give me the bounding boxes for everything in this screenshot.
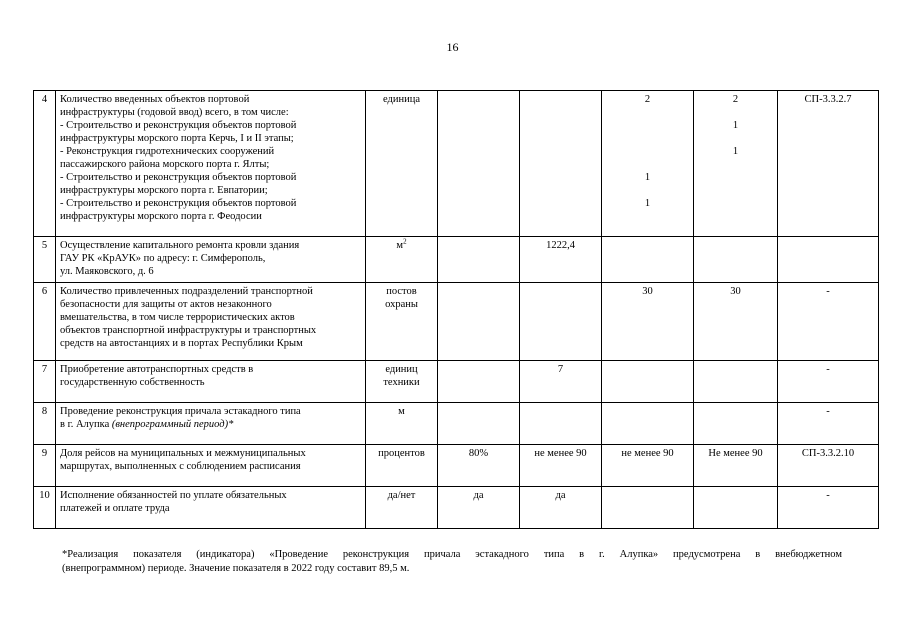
indicator-text: ул. Маяковского, д. 6	[60, 266, 154, 277]
indicator-text: маршрутах, выполненных с соблюдением расписания	[60, 461, 301, 472]
indicator-text: - Строительство и реконструкция объектов портовой	[60, 120, 297, 131]
value-line: не менее 90	[534, 448, 587, 459]
unit-line	[370, 298, 433, 311]
value-line: Не менее 90	[708, 448, 763, 459]
source-cell	[778, 237, 879, 283]
value-line	[698, 106, 773, 119]
indicator-line	[60, 285, 361, 298]
value-line: 2	[732, 94, 739, 105]
unit-text: м	[396, 240, 404, 251]
indicator-line	[60, 363, 361, 376]
indicator-line	[60, 298, 361, 311]
value-cell-v4	[694, 403, 778, 445]
indicator-text: Количество привлеченных подразделений транспортной	[60, 286, 313, 297]
value-cell-v2	[520, 237, 602, 283]
value-cell-v1	[438, 403, 520, 445]
indicator-line	[60, 311, 361, 324]
indicator-text: Доля рейсов на муниципальных и межмуниципальных	[60, 448, 306, 459]
indicator-text: инфраструктуры морского порта г. Феодосии	[60, 211, 262, 222]
indicator-line	[60, 106, 361, 119]
value-cell-v1	[438, 91, 520, 237]
value-cell-v3	[602, 487, 694, 529]
value-line: 1	[644, 172, 651, 183]
indicator-cell	[56, 487, 366, 529]
indicator-text: - Строительство и реконструкция объектов портовой	[60, 172, 297, 183]
table-row	[34, 445, 879, 487]
value-cell-v2	[520, 445, 602, 487]
indicator-text: государственную собственность	[60, 377, 205, 388]
indicator-line	[60, 119, 361, 132]
table-row	[34, 487, 879, 529]
row-number: 7	[34, 361, 56, 403]
indicator-line	[60, 405, 361, 418]
indicator-cell	[56, 283, 366, 361]
unit-text: единица	[382, 94, 420, 105]
value-cell-v1	[438, 283, 520, 361]
indicator-text: вмешательства, в том числе террористических актов	[60, 312, 295, 323]
footnote-line-2: (внепрограммном) периоде. Значение показателя в 2022 году составит 89,5 м.	[62, 563, 410, 574]
value-line: 30	[642, 286, 653, 297]
indicator-line	[60, 132, 361, 145]
source-cell	[778, 487, 879, 529]
unit-text: да/нет	[387, 490, 416, 501]
footnote	[62, 548, 842, 576]
indicator-text: средств на автостанциях и в портах Республики Крым	[60, 338, 303, 349]
unit-text: постов	[386, 286, 417, 297]
source-line: СП-3.3.2.10	[801, 448, 855, 459]
indicator-line	[60, 418, 361, 431]
unit-cell	[366, 361, 438, 403]
value-cell-v2	[520, 487, 602, 529]
indicator-cell	[56, 361, 366, 403]
row-number: 8	[34, 403, 56, 445]
value-line: 1222,4	[546, 240, 575, 251]
unit-cell	[366, 237, 438, 283]
table-body	[34, 91, 879, 529]
value-cell-v2	[520, 91, 602, 237]
indicator-text: Осуществление капитального ремонта кровли здания	[60, 240, 300, 251]
unit-cell	[366, 91, 438, 237]
value-cell-v4	[694, 283, 778, 361]
indicator-line	[60, 184, 361, 197]
value-cell-v4	[694, 91, 778, 237]
unit-line	[370, 447, 433, 460]
indicator-text: объектов транспортной инфраструктуры и транспортных	[60, 325, 317, 336]
value-line	[606, 145, 689, 158]
source-line: -	[826, 364, 830, 375]
source-cell	[778, 91, 879, 237]
indicator-line	[60, 252, 361, 265]
value-line	[606, 106, 689, 119]
unit-line	[370, 376, 433, 389]
row-number: 5	[34, 237, 56, 283]
indicators-table	[33, 90, 879, 529]
unit-text: единиц	[385, 364, 418, 375]
row-number: 4	[34, 91, 56, 237]
value-cell-v1	[438, 237, 520, 283]
source-cell	[778, 361, 879, 403]
value-line	[606, 132, 689, 145]
unit-text: м	[398, 406, 405, 417]
value-line: да	[473, 490, 484, 501]
indicator-line	[60, 376, 361, 389]
source-cell	[778, 283, 879, 361]
unit-line	[370, 363, 433, 376]
table-row	[34, 283, 879, 361]
row-number: 9	[34, 445, 56, 487]
value-cell-v2	[520, 283, 602, 361]
indicator-cell	[56, 91, 366, 237]
unit-text: техники	[383, 377, 420, 388]
indicator-line	[60, 489, 361, 502]
indicator-line	[60, 93, 361, 106]
indicator-line	[60, 324, 361, 337]
indicator-text: инфраструктуры морского порта Керчь, I и II этапы;	[60, 133, 294, 144]
value-cell-v2	[520, 361, 602, 403]
unit-text: охраны	[385, 299, 418, 310]
row-number: 6	[34, 283, 56, 361]
indicator-text: Приобретение автотранспортных средств в	[60, 364, 254, 375]
value-line	[606, 119, 689, 132]
value-cell-v4	[694, 445, 778, 487]
table-row	[34, 237, 879, 283]
value-cell-v1	[438, 487, 520, 529]
unit-cell	[366, 487, 438, 529]
unit-cell	[366, 403, 438, 445]
value-line	[606, 184, 689, 197]
unit-line	[370, 489, 433, 502]
value-line: да	[555, 490, 566, 501]
indicator-line	[60, 447, 361, 460]
value-cell-v3	[602, 445, 694, 487]
source-line: -	[826, 406, 830, 417]
value-cell-v4	[694, 361, 778, 403]
value-line: 1	[644, 198, 651, 209]
value-line: 7	[557, 364, 564, 375]
unit-superscript: 2	[403, 237, 407, 246]
table-row	[34, 361, 879, 403]
value-line: 30	[730, 286, 741, 297]
indicator-line	[60, 158, 361, 171]
indicator-text: - Реконструкция гидротехнических сооружений	[60, 146, 275, 157]
footnote-line-1: *Реализация показателя (индикатора) «Проведение реконструкция причала эстакадного типа в г. Алупка» предусмотрена в внебюджетном	[62, 549, 842, 560]
value-line: 80%	[468, 448, 489, 459]
table-row	[34, 403, 879, 445]
table-row	[34, 91, 879, 237]
value-cell-v3	[602, 283, 694, 361]
page-number: 16	[446, 40, 459, 54]
value-line: 1	[732, 146, 739, 157]
unit-line	[370, 93, 433, 106]
unit-cell	[366, 283, 438, 361]
indicator-text: Количество введенных объектов портовой	[60, 94, 250, 105]
indicator-cell	[56, 237, 366, 283]
value-cell-v4	[694, 487, 778, 529]
value-line	[606, 158, 689, 171]
indicator-text: инфраструктуры морского порта г. Евпатории;	[60, 185, 268, 196]
indicator-text: пассажирского района морского порта г. Ялты;	[60, 159, 270, 170]
value-line: не менее 90	[621, 448, 674, 459]
value-cell-v1	[438, 361, 520, 403]
indicator-text: - Строительство и реконструкция объектов портовой	[60, 198, 297, 209]
indicator-text: безопасности для защиты от актов незаконного	[60, 299, 272, 310]
value-line: 2	[644, 94, 651, 105]
indicator-line	[60, 197, 361, 210]
indicator-text: платежей и оплате труда	[60, 503, 170, 514]
unit-line	[370, 285, 433, 298]
unit-line	[370, 405, 433, 418]
value-cell-v4	[694, 237, 778, 283]
indicator-line	[60, 460, 361, 473]
indicator-text: инфраструктуры (годовой ввод) всего, в том числе:	[60, 107, 289, 118]
indicator-text: Проведение реконструкция причала эстакадного типа	[60, 406, 301, 417]
value-cell-v1	[438, 445, 520, 487]
indicator-line	[60, 265, 361, 278]
source-line: СП-3.3.2.7	[804, 94, 852, 105]
value-cell-v2	[520, 403, 602, 445]
indicator-line	[60, 210, 361, 223]
source-line: -	[826, 286, 830, 297]
indicator-line	[60, 171, 361, 184]
unit-text: процентов	[378, 448, 425, 459]
indicator-cell	[56, 445, 366, 487]
indicator-note: (внепрограммный период)*	[111, 419, 234, 430]
indicator-line	[60, 239, 361, 252]
source-line: -	[826, 490, 830, 501]
value-cell-v3	[602, 91, 694, 237]
unit-cell	[366, 445, 438, 487]
source-cell	[778, 403, 879, 445]
value-line: 1	[732, 120, 739, 131]
value-line	[698, 132, 773, 145]
value-cell-v3	[602, 237, 694, 283]
indicator-line	[60, 337, 361, 350]
indicator-text: в г. Алупка	[60, 419, 110, 430]
value-cell-v3	[602, 361, 694, 403]
indicator-text: Исполнение обязанностей по уплате обязательных	[60, 490, 287, 501]
value-cell-v3	[602, 403, 694, 445]
row-number: 10	[34, 487, 56, 529]
indicator-cell	[56, 403, 366, 445]
indicator-line	[60, 502, 361, 515]
indicator-line	[60, 145, 361, 158]
source-cell	[778, 445, 879, 487]
indicator-text: ГАУ РК «КрАУК» по адресу: г. Симферополь,	[60, 253, 266, 264]
unit-line	[370, 239, 433, 252]
